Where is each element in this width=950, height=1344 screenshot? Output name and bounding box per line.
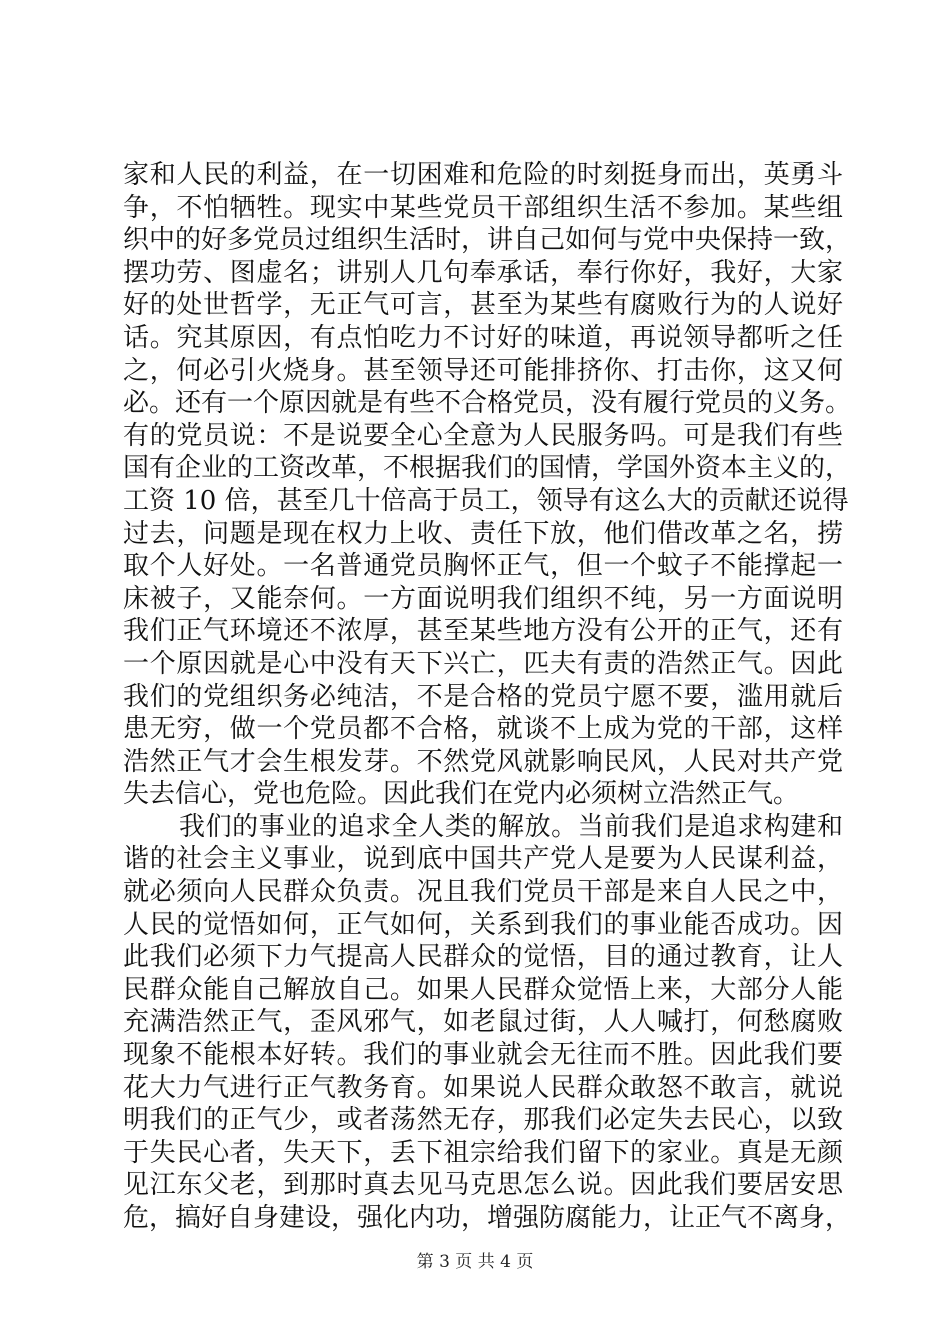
paragraph-1 (123, 159, 852, 811)
text-line: 争，不怕牺牲。现实中某些党员干部组织生活不参加。某些组 (123, 192, 843, 223)
text-line: 一个原因就是心中没有天下兴亡，匹夫有责的浩然正气。因此 (123, 648, 843, 679)
text-line: 好的处世哲学，无正气可言，甚至为某些有腐败行为的人说好 (123, 290, 843, 321)
text-line: 明我们的正气少，或者荡然无存，那我们必定失去民心，以致 (123, 1105, 843, 1136)
text-line: 有的党员说：不是说要全心全意为人民服务吗。可是我们有些 (123, 420, 843, 451)
text-line: 床被子，又能奈何。一方面说明我们组织不纯，另一方面说明 (123, 583, 843, 614)
page-footer (0, 1247, 950, 1272)
page-number-label: 第 3 页 共 4 页 (416, 1252, 534, 1272)
text-line: 人民的觉悟如何，正气如何，关系到我们的事业能否成功。因 (123, 909, 843, 940)
text-line: 我们的事业的追求全人类的解放。当前我们是追求构建和 (179, 811, 843, 842)
text-line: 现象不能根本好转。我们的事业就会无往而不胜。因此我们要 (123, 1040, 843, 1071)
text-line: 过去，问题是现在权力上收、责任下放，他们借改革之名，捞 (123, 518, 843, 549)
text-line: 民群众能自己解放自己。如果人民群众觉悟上来，大部分人能 (123, 974, 843, 1005)
text-line: 花大力气进行正气教务育。如果说人民群众敢怒不敢言，就说 (123, 1072, 843, 1103)
text-line: 话。究其原因，有点怕吃力不讨好的味道，再说领导都听之任 (123, 322, 843, 353)
text-line: 谐的社会主义事业，说到底中国共产党人是要为人民谋利益， (123, 844, 843, 875)
text-line: 患无穷，做一个党员都不合格，就谈不上成为党的干部，这样 (123, 714, 843, 745)
text-line: 之，何必引火烧身。甚至领导还可能排挤你、打击你，这又何 (123, 355, 843, 386)
text-line: 充满浩然正气，歪风邪气，如老鼠过街，人人喊打，何愁腐败 (123, 1007, 843, 1038)
paragraph-2 (123, 811, 852, 1235)
text-line: 我们的党组织务必纯洁，不是合格的党员宁愿不要，滥用就后 (123, 681, 843, 712)
text-line: 危，搞好自身建设，强化内功，增强防腐能力，让正气不离身， (123, 1203, 852, 1233)
text-line: 浩然正气才会生根发芽。不然党风就影响民风，人民对共产党 (123, 746, 843, 777)
text-line: 此我们必须下力气提高人民群众的觉悟，目的通过教育，让人 (123, 942, 843, 973)
text-line: 取个人好处。一名普通党员胸怀正气，但一个蚊子不能撑起一 (123, 551, 843, 582)
text-line: 家和人民的利益，在一切困难和危险的时刻挺身而出，英勇斗 (123, 160, 843, 190)
text-line: 摆功劳、图虚名；讲别人几句奉承话，奉行你好，我好，大家 (123, 257, 843, 288)
body-text (123, 159, 852, 1235)
text-line: 我们正气环境还不浓厚，甚至某些地方没有公开的正气，还有 (123, 616, 843, 647)
text-line: 国有企业的工资改革，不根据我们的国情，学国外资本主义的， (123, 453, 852, 484)
text-line: 就必须向人民群众负责。况且我们党员干部是来自人民之中， (123, 877, 843, 908)
text-line: 工资 10 倍，甚至几十倍高于员工，领导有这么大的贡献还说得 (123, 485, 849, 516)
text-line: 见江东父老，到那时真去见马克思怎么说。因此我们要居安思 (123, 1170, 843, 1201)
text-line: 失去信心，党也危险。因此我们在党内必须树立浩然正气。 (123, 779, 800, 810)
text-line: 织中的好多党员过组织生活时，讲自己如何与党中央保持一致， (123, 225, 852, 256)
text-line: 必。还有一个原因就是有些不合格党员，没有履行党员的义务。 (123, 388, 852, 419)
text-line: 于失民心者，失天下，丢下祖宗给我们留下的家业。真是无颜 (123, 1137, 843, 1168)
